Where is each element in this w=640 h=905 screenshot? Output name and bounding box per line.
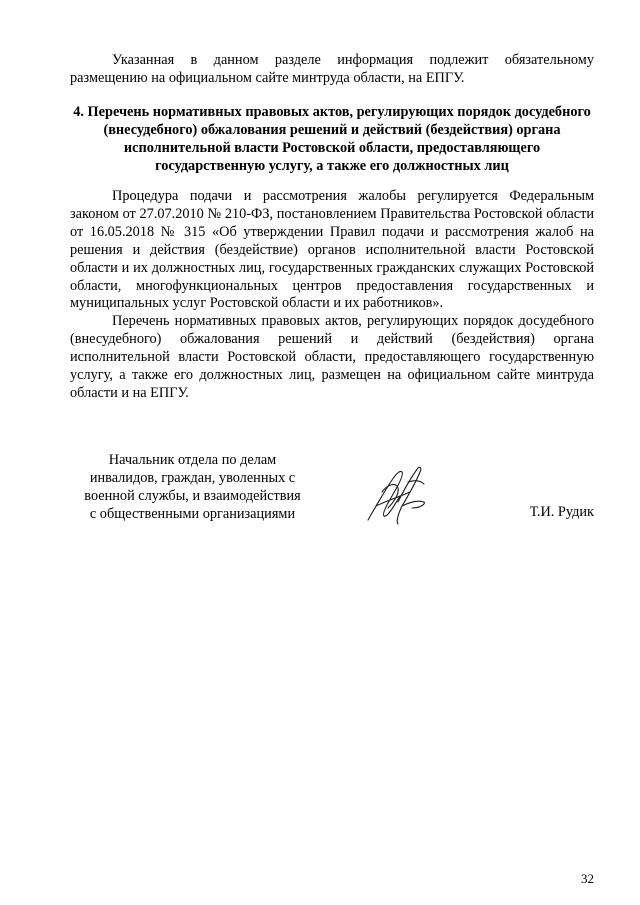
signature-block xyxy=(70,452,594,532)
body-text-block xyxy=(70,188,594,403)
body-paragraph-1: Процедура подачи и рассмотрения жалобы регулируется Федеральным законом от 27.07.2010 № 210-ФЗ, постановлением Правительства Ростовской области от 16.05.2018 № 315 «Об утверждении Правил подачи и рассмотрения жалоб на решения и действия (бездействие) органов исполнительной власти Ростовской области и их должностных лиц, государственных гражданских служащих Ростовской области, многофункциональных центров предоставления государственных и муниципальных услуг Ростовской области и их работников». xyxy=(70,188,594,312)
handwritten-signature-icon xyxy=(362,462,432,530)
section-heading: 4. Перечень нормативных правовых актов, регулирующих порядок досудебного (внесудебного) обжалования решений и действий (бездействия) органа исполнительной власти Ростовской области, предоставляющего государственную услугу, а также его должностных лиц xyxy=(73,104,591,174)
signer-name: Т.И. Рудик xyxy=(529,504,594,520)
body-paragraph-2: Перечень нормативных правовых актов, регулирующих порядок досудебного (внесудебного) обжалования решений и действий (бездействия) органа исполнительной власти Ростовской области, предоставляющего государственную услугу, а также его должностных лиц, размещен на официальном сайте минтруда области и на ЕПГУ. xyxy=(70,313,594,401)
intro-text-block xyxy=(70,52,594,88)
signer-position-line-4: с общественными организациями xyxy=(89,505,296,522)
signer-position-line-3: военной службы, и взаимодействия xyxy=(84,487,301,504)
signer-position-line-1: Начальник отдела по делам xyxy=(108,452,277,468)
page-number: 32 xyxy=(581,871,594,886)
intro-paragraph: Указанная в данном разделе информация подлежит обязательному размещению на официальном сайте минтруда области, на ЕПГУ. xyxy=(70,52,594,86)
signer-position xyxy=(70,452,315,524)
signer-position-line-2: инвалидов, граждан, уволенных с xyxy=(89,469,296,486)
